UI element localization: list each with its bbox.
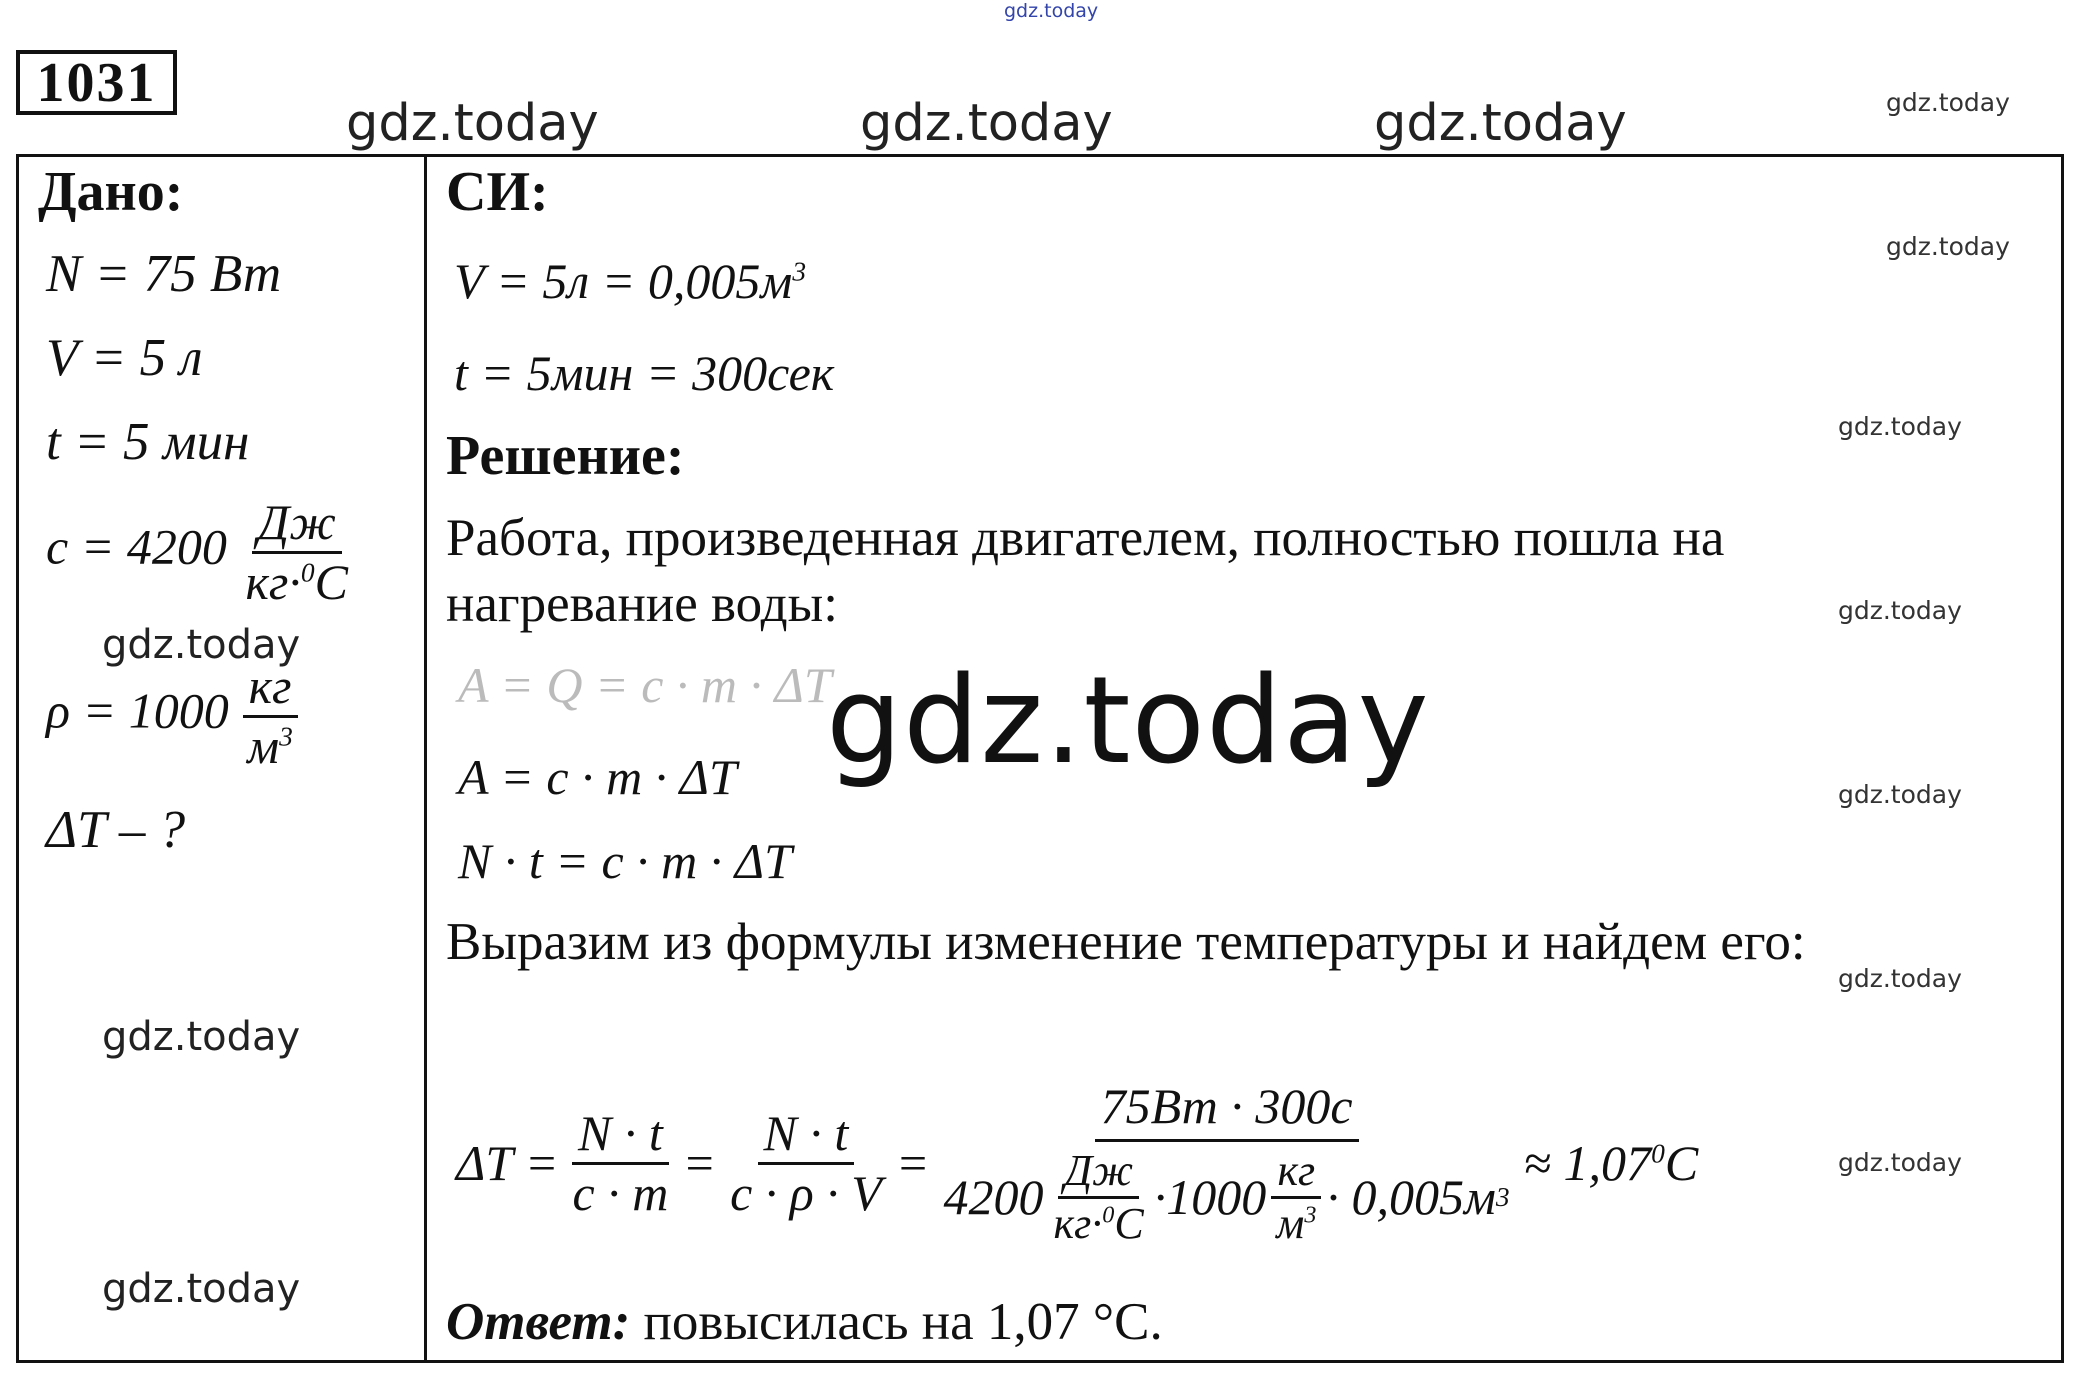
heat-capacity-unit xyxy=(239,496,354,608)
watermark: gdz.today xyxy=(860,94,1113,153)
watermark: gdz.today xyxy=(102,1014,301,1060)
fraction-2-denominator: c · ρ · V xyxy=(730,1164,882,1221)
fraction-2-numerator: N · t xyxy=(758,1107,855,1165)
problem-number: 1031 xyxy=(16,50,177,115)
equals-sign: = xyxy=(895,1135,930,1192)
column-divider xyxy=(424,154,427,1363)
si-volume-conversion: $V = 5л = 0,005м^3$ xyxy=(454,253,807,309)
watermark-large: gdz.today xyxy=(826,652,1430,791)
given-volume: V = 5 л xyxy=(46,329,203,387)
watermark: gdz.today xyxy=(346,94,599,153)
final-formula xyxy=(456,1080,1698,1247)
watermark: gdz.today xyxy=(102,1266,301,1312)
final-lhs: ΔT = xyxy=(456,1135,559,1192)
unit-denominator: кг·$^0$C xyxy=(245,553,348,610)
watermark: gdz.today xyxy=(1886,88,2010,117)
watermark: gdz.today xyxy=(1838,1148,1962,1177)
si-time-conversion: t = 5мин = 300сек xyxy=(454,345,835,401)
fraction-2 xyxy=(724,1107,888,1219)
answer-label: Ответ: xyxy=(446,1293,631,1351)
fraction-1-denominator: c · m xyxy=(572,1164,669,1221)
answer xyxy=(446,1292,1163,1352)
watermark: gdz.today xyxy=(1838,412,1962,441)
given-time: t = 5 мин xyxy=(46,413,250,471)
equals-sign: = xyxy=(682,1135,717,1192)
density-value: ρ = 1000 xyxy=(46,682,229,739)
given-heat-capacity xyxy=(46,496,354,608)
density-unit xyxy=(241,660,299,772)
unit-denominator: $м^3$ xyxy=(247,717,293,774)
watermark: gdz.today xyxy=(1886,232,2010,261)
fraction-3-denominator: 4200 $\frac{Дж}{кг\cdot^0C}$ ·1000 $\frac{кг}{м^3}$ · 0,005м 3 xyxy=(943,1145,1510,1248)
solution-text-2: нагревание воды: xyxy=(446,575,838,633)
equation-2: A = c · m · ΔT xyxy=(458,749,737,805)
watermark-top: gdz.today xyxy=(1004,0,1099,22)
watermark: gdz.today xyxy=(1838,964,1962,993)
si-header: СИ: xyxy=(446,161,549,223)
equation-3: N · t = c · m · ΔT xyxy=(458,833,792,889)
given-density xyxy=(46,660,299,772)
answer-text: повысилась на 1,07 °С. xyxy=(630,1293,1163,1351)
given-header: Дано: xyxy=(38,161,184,223)
fraction-1-numerator: N · t xyxy=(572,1107,669,1165)
unit-numerator: кг xyxy=(243,660,298,718)
solution-header: Решение: xyxy=(446,425,685,487)
equation-1: A = Q = c · m · ΔT xyxy=(458,657,832,713)
given-power: N = 75 Вт xyxy=(46,245,282,303)
watermark: gdz.today xyxy=(1838,780,1962,809)
watermark: gdz.today xyxy=(1838,596,1962,625)
solution-text-1: Работа, произведенная двигателем, полностью пошла на xyxy=(446,509,1725,567)
final-result: ≈ $1,07^0C$ xyxy=(1523,1135,1699,1192)
fraction-3-numerator: 75Вт · 300с xyxy=(1095,1080,1359,1142)
heat-capacity-value: c = 4200 xyxy=(46,518,227,575)
fraction-1 xyxy=(567,1107,675,1219)
unit-numerator: Дж xyxy=(252,496,342,554)
watermark: gdz.today xyxy=(102,622,301,668)
given-unknown: ΔT – ? xyxy=(46,801,186,859)
watermark: gdz.today xyxy=(1374,94,1627,153)
fraction-3 xyxy=(938,1080,1516,1247)
solution-text-3: Выразим из формулы изменение температуры и найдем его: xyxy=(446,913,1806,971)
